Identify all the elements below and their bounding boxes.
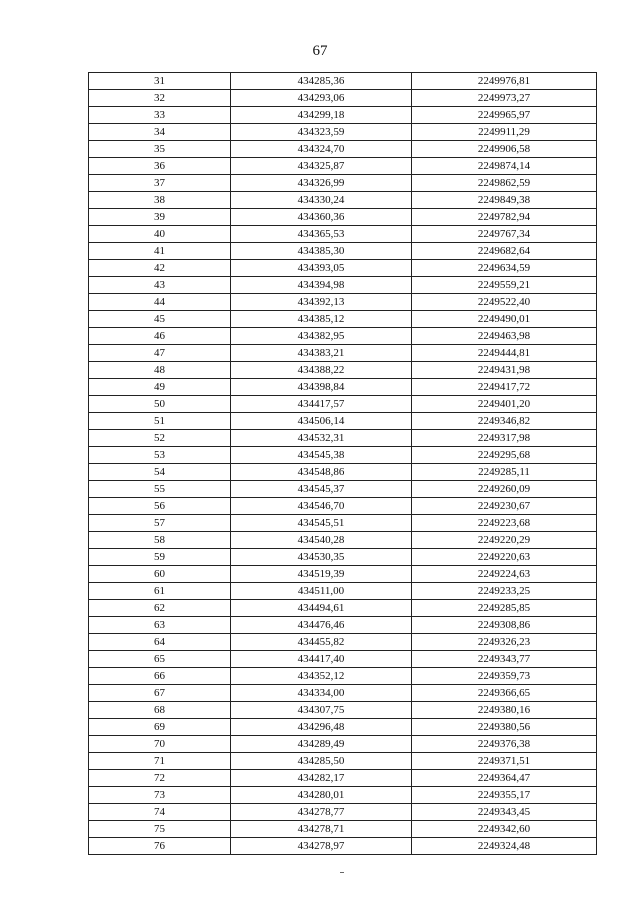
table-row	[89, 464, 597, 481]
x-coordinate-cell: 434546,70	[231, 498, 412, 515]
page-number: 67	[312, 43, 328, 59]
table-row	[89, 277, 597, 294]
y-coordinate-cell: 2249324,48	[412, 838, 597, 855]
table-row	[89, 90, 597, 107]
table-row	[89, 651, 597, 668]
point-number-cell: 36	[89, 158, 231, 175]
point-number-cell: 71	[89, 753, 231, 770]
x-coordinate-cell: 434385,12	[231, 311, 412, 328]
x-coordinate-cell: 434299,18	[231, 107, 412, 124]
table-row	[89, 668, 597, 685]
x-coordinate-cell: 434540,28	[231, 532, 412, 549]
y-coordinate-cell: 2249522,40	[412, 294, 597, 311]
point-number-cell: 42	[89, 260, 231, 277]
y-coordinate-cell: 2249355,17	[412, 787, 597, 804]
point-number-cell: 47	[89, 345, 231, 362]
y-coordinate-cell: 2249220,63	[412, 549, 597, 566]
x-coordinate-cell: 434293,06	[231, 90, 412, 107]
point-number-cell: 54	[89, 464, 231, 481]
y-coordinate-cell: 2249417,72	[412, 379, 597, 396]
table-row	[89, 549, 597, 566]
x-coordinate-cell: 434360,36	[231, 209, 412, 226]
y-coordinate-cell: 2249359,73	[412, 668, 597, 685]
y-coordinate-cell: 2249224,63	[412, 566, 597, 583]
point-number-cell: 48	[89, 362, 231, 379]
y-coordinate-cell: 2249906,58	[412, 141, 597, 158]
x-coordinate-cell: 434545,51	[231, 515, 412, 532]
table-row	[89, 532, 597, 549]
point-number-cell: 52	[89, 430, 231, 447]
point-number-cell: 40	[89, 226, 231, 243]
y-coordinate-cell: 2249401,20	[412, 396, 597, 413]
table-row	[89, 583, 597, 600]
x-coordinate-cell: 434282,17	[231, 770, 412, 787]
point-number-cell: 51	[89, 413, 231, 430]
y-coordinate-cell: 2249230,67	[412, 498, 597, 515]
y-coordinate-cell: 2249366,65	[412, 685, 597, 702]
x-coordinate-cell: 434545,37	[231, 481, 412, 498]
point-number-cell: 61	[89, 583, 231, 600]
coordinates-table	[88, 72, 597, 855]
y-coordinate-cell: 2249376,38	[412, 736, 597, 753]
point-number-cell: 41	[89, 243, 231, 260]
table-row	[89, 73, 597, 90]
table-row	[89, 379, 597, 396]
table-row	[89, 175, 597, 192]
point-number-cell: 73	[89, 787, 231, 804]
y-coordinate-cell: 2249682,64	[412, 243, 597, 260]
y-coordinate-cell: 2249223,68	[412, 515, 597, 532]
y-coordinate-cell: 2249233,25	[412, 583, 597, 600]
table-row	[89, 770, 597, 787]
coordinates-table-container	[88, 72, 596, 855]
x-coordinate-cell: 434382,95	[231, 328, 412, 345]
y-coordinate-cell: 2249849,38	[412, 192, 597, 209]
point-number-cell: 72	[89, 770, 231, 787]
x-coordinate-cell: 434289,49	[231, 736, 412, 753]
x-coordinate-cell: 434352,12	[231, 668, 412, 685]
table-row	[89, 158, 597, 175]
y-coordinate-cell: 2249874,14	[412, 158, 597, 175]
x-coordinate-cell: 434334,00	[231, 685, 412, 702]
point-number-cell: 60	[89, 566, 231, 583]
y-coordinate-cell: 2249326,23	[412, 634, 597, 651]
x-coordinate-cell: 434278,77	[231, 804, 412, 821]
point-number-cell: 65	[89, 651, 231, 668]
x-coordinate-cell: 434325,87	[231, 158, 412, 175]
x-coordinate-cell: 434278,97	[231, 838, 412, 855]
point-number-cell: 59	[89, 549, 231, 566]
table-row	[89, 702, 597, 719]
table-row	[89, 345, 597, 362]
x-coordinate-cell: 434476,46	[231, 617, 412, 634]
x-coordinate-cell: 434388,22	[231, 362, 412, 379]
x-coordinate-cell: 434494,61	[231, 600, 412, 617]
x-coordinate-cell: 434548,86	[231, 464, 412, 481]
x-coordinate-cell: 434417,57	[231, 396, 412, 413]
point-number-cell: 76	[89, 838, 231, 855]
table-row	[89, 209, 597, 226]
x-coordinate-cell: 434394,98	[231, 277, 412, 294]
y-coordinate-cell: 2249295,68	[412, 447, 597, 464]
x-coordinate-cell: 434392,13	[231, 294, 412, 311]
x-coordinate-cell: 434398,84	[231, 379, 412, 396]
x-coordinate-cell: 434393,05	[231, 260, 412, 277]
y-coordinate-cell: 2249559,21	[412, 277, 597, 294]
y-coordinate-cell: 2249782,94	[412, 209, 597, 226]
x-coordinate-cell: 434417,40	[231, 651, 412, 668]
point-number-cell: 69	[89, 719, 231, 736]
y-coordinate-cell: 2249346,82	[412, 413, 597, 430]
coordinates-table-body	[89, 73, 597, 855]
table-row	[89, 107, 597, 124]
x-coordinate-cell: 434383,21	[231, 345, 412, 362]
table-row	[89, 634, 597, 651]
x-coordinate-cell: 434278,71	[231, 821, 412, 838]
point-number-cell: 70	[89, 736, 231, 753]
table-row	[89, 515, 597, 532]
table-row	[89, 294, 597, 311]
point-number-cell: 50	[89, 396, 231, 413]
point-number-cell: 46	[89, 328, 231, 345]
y-coordinate-cell: 2249220,29	[412, 532, 597, 549]
point-number-cell: 31	[89, 73, 231, 90]
x-coordinate-cell: 434530,35	[231, 549, 412, 566]
point-number-cell: 57	[89, 515, 231, 532]
y-coordinate-cell: 2249364,47	[412, 770, 597, 787]
table-row	[89, 396, 597, 413]
point-number-cell: 49	[89, 379, 231, 396]
y-coordinate-cell: 2249285,85	[412, 600, 597, 617]
point-number-cell: 63	[89, 617, 231, 634]
point-number-cell: 43	[89, 277, 231, 294]
point-number-cell: 44	[89, 294, 231, 311]
x-coordinate-cell: 434330,24	[231, 192, 412, 209]
table-row	[89, 311, 597, 328]
table-row	[89, 447, 597, 464]
y-coordinate-cell: 2249317,98	[412, 430, 597, 447]
table-row	[89, 413, 597, 430]
table-row	[89, 617, 597, 634]
table-row	[89, 719, 597, 736]
x-coordinate-cell: 434323,59	[231, 124, 412, 141]
point-number-cell: 55	[89, 481, 231, 498]
point-number-cell: 53	[89, 447, 231, 464]
y-coordinate-cell: 2249343,45	[412, 804, 597, 821]
table-row	[89, 600, 597, 617]
y-coordinate-cell: 2249976,81	[412, 73, 597, 90]
x-coordinate-cell: 434511,00	[231, 583, 412, 600]
table-row	[89, 787, 597, 804]
table-row	[89, 430, 597, 447]
point-number-cell: 58	[89, 532, 231, 549]
point-number-cell: 39	[89, 209, 231, 226]
y-coordinate-cell: 2249634,59	[412, 260, 597, 277]
table-row	[89, 141, 597, 158]
point-number-cell: 66	[89, 668, 231, 685]
y-coordinate-cell: 2249444,81	[412, 345, 597, 362]
x-coordinate-cell: 434545,38	[231, 447, 412, 464]
x-coordinate-cell: 434385,30	[231, 243, 412, 260]
y-coordinate-cell: 2249973,27	[412, 90, 597, 107]
y-coordinate-cell: 2249911,29	[412, 124, 597, 141]
y-coordinate-cell: 2249490,01	[412, 311, 597, 328]
table-row	[89, 498, 597, 515]
x-coordinate-cell: 434532,31	[231, 430, 412, 447]
table-row	[89, 362, 597, 379]
table-row	[89, 566, 597, 583]
point-number-cell: 56	[89, 498, 231, 515]
point-number-cell: 74	[89, 804, 231, 821]
x-coordinate-cell: 434285,36	[231, 73, 412, 90]
point-number-cell: 68	[89, 702, 231, 719]
x-coordinate-cell: 434307,75	[231, 702, 412, 719]
x-coordinate-cell: 434326,99	[231, 175, 412, 192]
scan-speck	[340, 872, 344, 873]
x-coordinate-cell: 434324,70	[231, 141, 412, 158]
table-row	[89, 753, 597, 770]
point-number-cell: 34	[89, 124, 231, 141]
y-coordinate-cell: 2249380,56	[412, 719, 597, 736]
point-number-cell: 45	[89, 311, 231, 328]
y-coordinate-cell: 2249371,51	[412, 753, 597, 770]
y-coordinate-cell: 2249463,98	[412, 328, 597, 345]
table-row	[89, 481, 597, 498]
y-coordinate-cell: 2249767,34	[412, 226, 597, 243]
y-coordinate-cell: 2249380,16	[412, 702, 597, 719]
point-number-cell: 38	[89, 192, 231, 209]
y-coordinate-cell: 2249260,09	[412, 481, 597, 498]
table-row	[89, 736, 597, 753]
table-row	[89, 685, 597, 702]
table-row	[89, 192, 597, 209]
table-row	[89, 821, 597, 838]
y-coordinate-cell: 2249342,60	[412, 821, 597, 838]
y-coordinate-cell: 2249862,59	[412, 175, 597, 192]
point-number-cell: 62	[89, 600, 231, 617]
table-row	[89, 804, 597, 821]
y-coordinate-cell: 2249308,86	[412, 617, 597, 634]
point-number-cell: 67	[89, 685, 231, 702]
point-number-cell: 37	[89, 175, 231, 192]
table-row	[89, 226, 597, 243]
x-coordinate-cell: 434455,82	[231, 634, 412, 651]
y-coordinate-cell: 2249965,97	[412, 107, 597, 124]
point-number-cell: 75	[89, 821, 231, 838]
x-coordinate-cell: 434519,39	[231, 566, 412, 583]
point-number-cell: 35	[89, 141, 231, 158]
y-coordinate-cell: 2249285,11	[412, 464, 597, 481]
point-number-cell: 33	[89, 107, 231, 124]
table-row	[89, 124, 597, 141]
y-coordinate-cell: 2249431,98	[412, 362, 597, 379]
x-coordinate-cell: 434506,14	[231, 413, 412, 430]
point-number-cell: 32	[89, 90, 231, 107]
x-coordinate-cell: 434280,01	[231, 787, 412, 804]
x-coordinate-cell: 434365,53	[231, 226, 412, 243]
point-number-cell: 64	[89, 634, 231, 651]
table-row	[89, 838, 597, 855]
x-coordinate-cell: 434285,50	[231, 753, 412, 770]
table-row	[89, 243, 597, 260]
x-coordinate-cell: 434296,48	[231, 719, 412, 736]
table-row	[89, 260, 597, 277]
table-row	[89, 328, 597, 345]
y-coordinate-cell: 2249343,77	[412, 651, 597, 668]
